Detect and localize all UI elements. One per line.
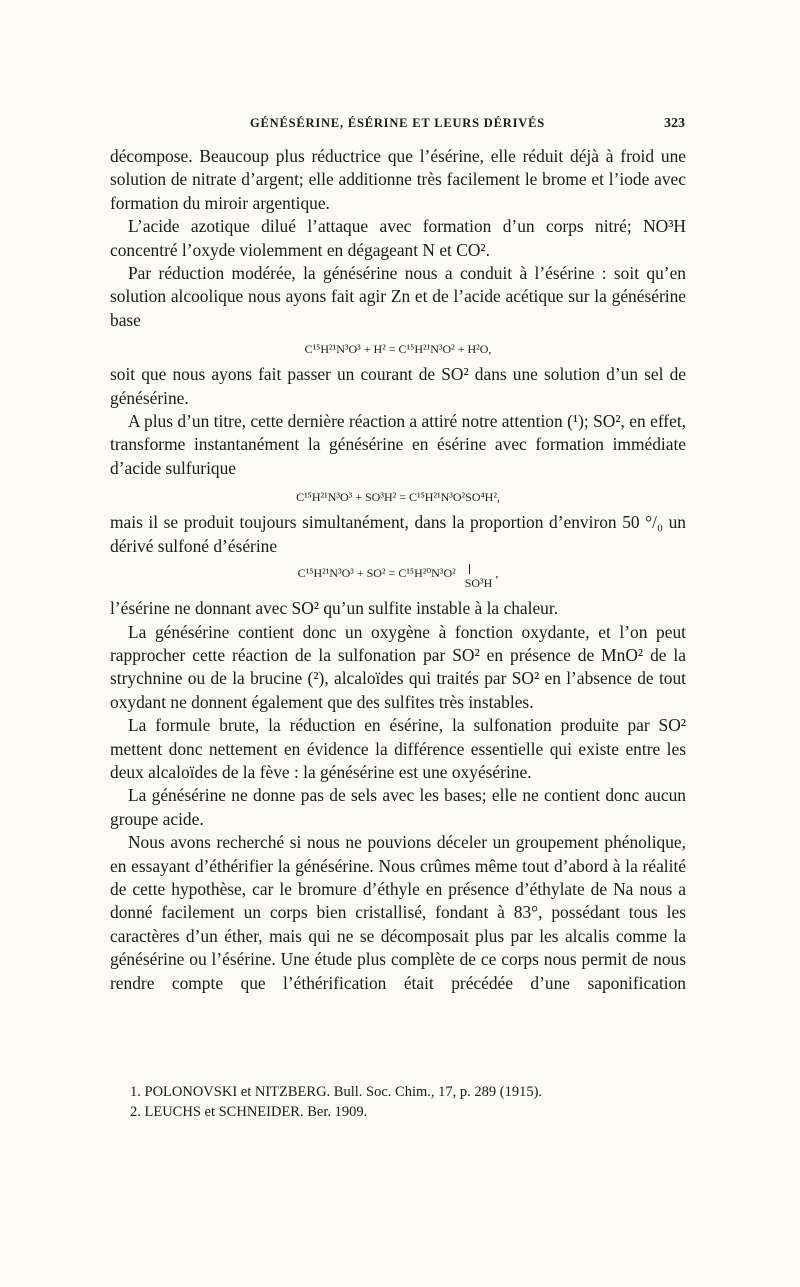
paragraph-9: La formule brute, la réduction en ésérine, la sulfonation produite par SO² mettent donc nettement en évidence la différence essentielle qui existe entre les deux alcaloïdes de la fève : la génésérine est une oxyésérine. [110, 715, 686, 782]
paragraph-7: l’ésérine ne donnant avec SO² qu’un sulfite instable à la chaleur. [110, 598, 559, 619]
footnote-1: 1. POLONOVSKI et NITZBERG. Bull. Soc. Chim., 17, p. 289 (1915). [130, 1084, 543, 1100]
paragraph-2: L’acide azotique dilué l’attaque avec formation d’un corps nitré; NO³H concentré l’oxyde violemment en dégageant N et CO². [110, 216, 686, 260]
formula-sulfuric: C¹⁵H²¹N³O³ + SO³H² = C¹⁵H²¹N³O²SO⁴H², [296, 490, 500, 505]
footnotes [130, 1082, 650, 1122]
paragraph-11: Nous avons recherché si nous ne pouvions déceler un groupement phénolique, en essayant d’éthérifier la génésérine. Nous crûmes même tout d’abord à la réalité de cette hypothèse, car le bromure d’éthyle en présence d’éthylate de Na nous a donné facilement un corps bien cristallisé, fondant à 83°, possédant tous les caractères d’un éther, mais qui ne se décomposait plus par les alcalis comme la génésérine ou l’ésérine. Une étude plus complète de ce corps nous permit de nous rendre compte que l’éthérification était précédée d’une saponification [110, 832, 686, 993]
formula-sulfonation-branch [465, 564, 493, 592]
formula-sulfonation-group: SO³H [464, 576, 493, 591]
formula-sulfonation-main: C¹⁵H²¹N³O³ + SO² = C¹⁵H²⁰N³O² [297, 566, 456, 581]
page-header [110, 116, 685, 138]
paragraph-5: A plus d’un titre, cette dernière réaction a attiré notre attention (¹); SO², en effet, transforme instantanément la génésérine en ésérine avec formation immédiate d’acide sulfurique [110, 411, 686, 478]
running-head: GÉNÉSÉRINE, ÉSÉRINE ET LEURS DÉRIVÉS [250, 116, 545, 130]
paragraph-6: mais il se produit toujours simultanément, dans la proportion d’environ 50 °/₀ un dérivé sulfoné d’ésérine [110, 512, 686, 556]
formula-sulfonation [110, 564, 686, 592]
bond-line [469, 564, 470, 574]
paragraph-4: soit que nous ayons fait passer un courant de SO² dans une solution d’un sel de génésérine. [110, 364, 686, 408]
paragraph-8: La génésérine contient donc un oxygène à fonction oxydante, et l’on peut rapprocher cette réaction de la sulfonation par SO² en présence de MnO² de la strychnine ou de la brucine (²), alcaloïdes qui traités par SO² en l’absence de tout oxydant ne donnent également que des sulfites très instables. [110, 621, 686, 712]
formula-sulfonation-comma: , [495, 566, 499, 581]
paragraph-3: Par réduction modérée, la génésérine nous a conduit à l’ésérine : soit qu’en solution alcoolique nous ayons fait agir Zn et de l’acide acétique sur la génésérine base [110, 263, 686, 330]
paragraph-1: décompose. Beaucoup plus réductrice que l’ésérine, elle réduit déjà à froid une solution de nitrate d’argent; elle additionne très facilement le brome et l’iode avec formation du miroir argentique. [110, 146, 686, 213]
paragraph-10: La génésérine ne donne pas de sels avec les bases; elle ne contient donc aucun groupe acide. [110, 785, 686, 829]
page-number: 323 [664, 116, 685, 131]
footnote-2: 2. LEUCHS et SCHNEIDER. Ber. 1909. [130, 1104, 368, 1120]
body-text [110, 145, 686, 995]
formula-reduction: C¹⁵H²¹N³O³ + H² = C¹⁵H²¹N³O² + H²O, [304, 342, 492, 357]
